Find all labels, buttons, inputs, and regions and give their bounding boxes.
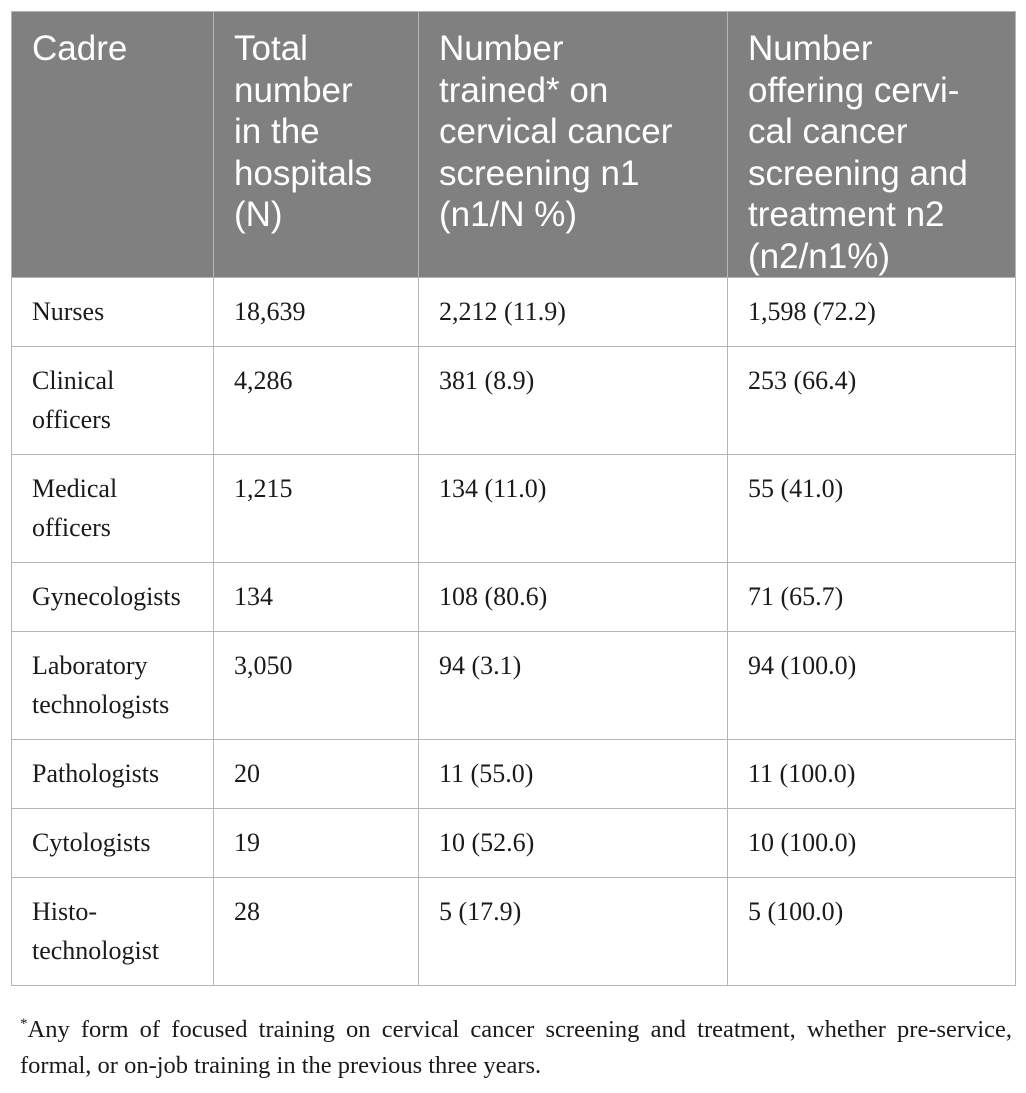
footnote-text: Any form of focused training on cervical cancer screening and treatment, whether pre-service, formal, or on-job training in the previous three years. bbox=[20, 1016, 1012, 1079]
table-row bbox=[12, 632, 1016, 740]
offering-cell: 55 (41.0) bbox=[728, 455, 1016, 563]
total-cell: 4,286 bbox=[214, 347, 419, 455]
header-row bbox=[12, 12, 1016, 278]
offering-cell: 253 (66.4) bbox=[728, 347, 1016, 455]
cadre-training-table bbox=[11, 11, 1016, 986]
table-footnote bbox=[20, 1012, 1012, 1084]
data-table-container bbox=[11, 11, 1015, 986]
header-number-trained: Number trained* on cervical cancer screening n1 (n1/N %) bbox=[419, 12, 728, 278]
offering-cell: 5 (100.0) bbox=[728, 878, 1016, 986]
table-row bbox=[12, 878, 1016, 986]
header-total-number: Total number in the hospitals (N) bbox=[214, 12, 419, 278]
table-row bbox=[12, 455, 1016, 563]
offering-cell: 10 (100.0) bbox=[728, 809, 1016, 878]
total-cell: 18,639 bbox=[214, 278, 419, 347]
trained-cell: 5 (17.9) bbox=[419, 878, 728, 986]
total-cell: 28 bbox=[214, 878, 419, 986]
total-cell: 3,050 bbox=[214, 632, 419, 740]
table-row bbox=[12, 563, 1016, 632]
cadre-cell: Pathologists bbox=[12, 740, 214, 809]
offering-cell: 71 (65.7) bbox=[728, 563, 1016, 632]
cadre-cell: Cytologists bbox=[12, 809, 214, 878]
total-cell: 19 bbox=[214, 809, 419, 878]
cadre-cell: Nurses bbox=[12, 278, 214, 347]
total-cell: 20 bbox=[214, 740, 419, 809]
cadre-cell: Clinical officers bbox=[12, 347, 214, 455]
offering-cell: 1,598 (72.2) bbox=[728, 278, 1016, 347]
table-row bbox=[12, 278, 1016, 347]
total-cell: 134 bbox=[214, 563, 419, 632]
cadre-cell: Medical officers bbox=[12, 455, 214, 563]
footnote-marker: * bbox=[20, 1016, 28, 1032]
trained-cell: 108 (80.6) bbox=[419, 563, 728, 632]
cadre-cell: Laboratory technologists bbox=[12, 632, 214, 740]
trained-cell: 2,212 (11.9) bbox=[419, 278, 728, 347]
cadre-cell: Histo- technologist bbox=[12, 878, 214, 986]
trained-cell: 94 (3.1) bbox=[419, 632, 728, 740]
table-row bbox=[12, 347, 1016, 455]
table-row bbox=[12, 809, 1016, 878]
total-cell: 1,215 bbox=[214, 455, 419, 563]
offering-cell: 11 (100.0) bbox=[728, 740, 1016, 809]
table-row bbox=[12, 740, 1016, 809]
cadre-cell: Gynecologists bbox=[12, 563, 214, 632]
trained-cell: 11 (55.0) bbox=[419, 740, 728, 809]
offering-cell: 94 (100.0) bbox=[728, 632, 1016, 740]
trained-cell: 10 (52.6) bbox=[419, 809, 728, 878]
header-cadre: Cadre bbox=[12, 12, 214, 278]
trained-cell: 134 (11.0) bbox=[419, 455, 728, 563]
trained-cell: 381 (8.9) bbox=[419, 347, 728, 455]
header-number-offering: Number offering cervi- cal cancer screening and treatment n2 (n2/n1%) bbox=[728, 12, 1016, 278]
